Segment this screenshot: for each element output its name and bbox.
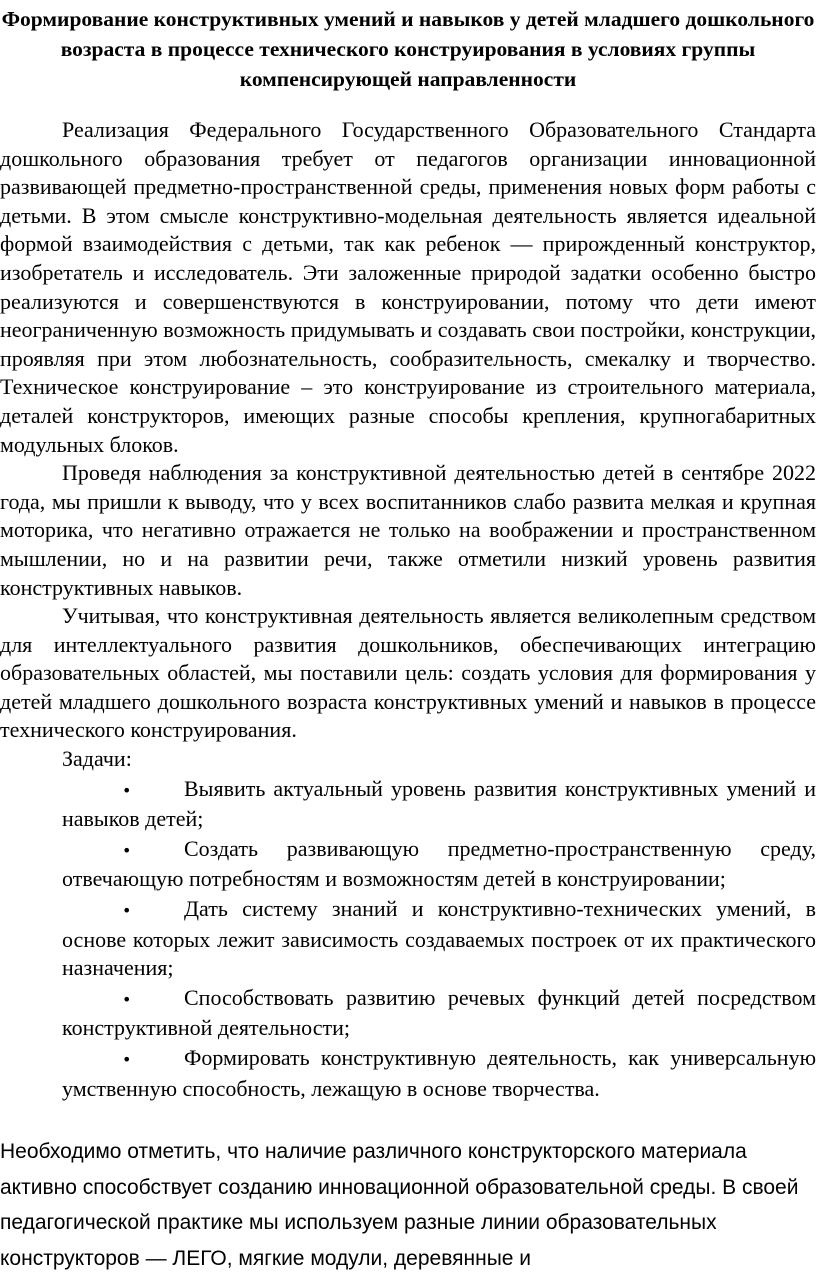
task-item: [62, 834, 816, 894]
task-text: Выявить актуальный уровень развития конструктивных умений и навыков детей;: [62, 775, 816, 832]
paragraph-tail: Необходимо отметить, что наличие различного конструкторского материала активно способствует созданию инновационной образовательной среды. В своей педагогической практике мы используем разные линии образовательных конструкторов — ЛЕГО, мягкие модули, деревянные и: [0, 1140, 799, 1270]
task-text: Формировать конструктивную деятельность, как универсальную умственную способность, лежащую в основе творчества.: [62, 1045, 816, 1101]
task-text: Создать развивающую предметно-пространственную среду, отвечающую потребностям и возможностям детей в конструировании;: [62, 835, 816, 892]
paragraph-observation: Проведя наблюдения за конструктивной деятельностью детей в сентябре 2022 года, мы пришли к выводу, что у всех воспитанников слабо развита мелкая и крупная моторика, что негативно отражается не только на воображении и пространственном мышлении, но и на развитии речи, также отметили низкий уровень развития конструктивных навыков.: [0, 460, 816, 600]
task-item: [62, 774, 816, 834]
paragraph-intro: Реализация Федерального Государственного Образовательного Стандарта дошкольного образования требует от педагогов организации инновационной развивающей предметно-пространственной среды, применения новых форм работы с детьми. В этом смысле конструктивно-модельная деятельность является идеальной формой взаимодействия с детьми, так как ребенок — прирожденный конструктор, изобретатель и исследователь. Эти заложенные природой задатки особенно быстро реализуются и совершенствуются в конструировании, потому что дети имеют неограниченную возможность придумывать и создавать свои постройки, конструкции, проявляя при этом любознательность, сообразительность, смекалку и творчество. Техническое конструирование – это конструирование из строительного материала, деталей конструкторов, имеющих разные способы крепления, крупногабаритных модульных блоков.: [0, 117, 816, 457]
bullet-icon: •: [122, 840, 132, 860]
task-item: [62, 983, 816, 1043]
tail-section: [0, 1134, 816, 1276]
document-body: [0, 116, 816, 1103]
bullet-icon: •: [122, 901, 132, 921]
bullet-icon: •: [122, 989, 132, 1009]
task-text: Дать систему знаний и конструктивно-технических умений, в основе которых лежит зависимость создаваемых построек от их практического назначения;: [62, 896, 816, 981]
tasks-list: [0, 774, 816, 1104]
tasks-label: Задачи:: [62, 746, 132, 772]
document-title: Формирование конструктивных умений и навыков у детей младшего дошкольного возраста в процессе технического конструирования в условиях группы компенсирующей направленности: [1, 7, 815, 91]
bullet-icon: •: [122, 780, 132, 800]
task-item: [62, 1043, 816, 1103]
task-text: Способствовать развитию речевых функций детей посредством конструктивной деятельности;: [62, 984, 816, 1041]
paragraph-goal: Учитывая, что конструктивная деятельность является великолепным средством для интеллектуального развития дошкольников, обеспечивающих интеграцию образовательных областей, мы поставили цель: создать условия для формирования у детей младшего дошкольного возраста конструктивных умений и навыков в процессе технического конструирования.: [0, 603, 816, 743]
bullet-icon: •: [122, 1050, 132, 1069]
task-item: [62, 894, 816, 983]
